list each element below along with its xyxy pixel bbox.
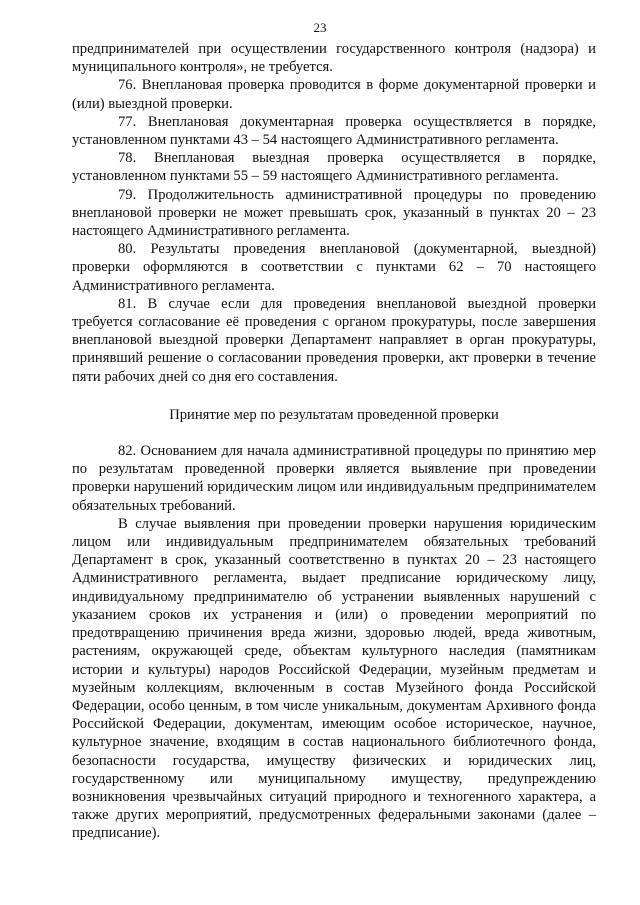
paragraph-77: 77. Внеплановая документарная проверка осуществляется в порядке, установленном пунктами 43 – 54 настоящего Административного регламента.: [72, 113, 596, 149]
paragraph-continuation: предпринимателей при осуществлении государственного контроля (надзора) и муниципального контроля», не требуется.: [72, 41, 596, 76]
paragraph-76: 76. Внеплановая проверка проводится в форме документарной проверки и (или) выездной проверки.: [72, 77, 596, 112]
paragraph-82-continued: В случае выявления при проведении проверки нарушения юридическим лицом или индивидуальным предпринимателем обязательных требований Департамент в срок, указанный соответственно в пунктах 20 – 23 настоящего Административного регламента, выдает предписание юридическому лицу, индивидуальному предпринимателю об устранении выявленных нарушений с указанием сроков их устранения и (или) о проведении мероприятий по предотвращению причинения вреда жизни, здоровью людей, вреда животным, растениям, окружающей среде, объектам культурного наследия (памятникам истории и культуры) народов Российской Федерации, музейным предметам и музейным коллекциям, включенным в состав Музейного фонда Российской Федерации, особо ценным, в том числе уникальным, документам Архивного фонда Российской Федерации, документам, имеющим особое историческое, научное, культурное значение, входящим в состав национального библиотечного фонда, безопасности государства, имуществу физических и юридических лиц, государственному или муниципальному имуществу, предупреждению возникновения чрезвычайных ситуаций природного и техногенного характера, а также других мероприятий, предусмотренных федеральными законами (далее – предписание).: [72, 515, 596, 842]
page-number: 23: [313, 20, 327, 35]
paragraph-80: 80. Результаты проведения внеплановой (документарной, выездной) проверки оформляются в соответствии с пунктами 62 – 70 настоящего Административного регламента.: [72, 241, 596, 294]
document-body: [72, 40, 596, 843]
paragraph-79: 79. Продолжительность административной процедуры по проведению внеплановой проверки не может превышать срок, указанный в пунктах 20 – 23 настоящего Административного регламента.: [72, 186, 596, 240]
section-heading: Принятие мер по результатам проведенной проверки: [169, 406, 499, 423]
paragraph-78: 78. Внеплановая выездная проверка осуществляется в порядке, установленном пунктами 55 – 59 настоящего Административного регламента.: [72, 150, 596, 185]
paragraph-81: 81. В случае если для проведения внеплановой выездной проверки требуется согласование её проведения с органом прокуратуры, после завершения внеплановой выездной проверки Департамент направляет в орган прокуратуры, принявший решение о согласовании проведения проверки, акт проверки в течение пяти рабочих дней со дня его составления.: [72, 295, 596, 385]
paragraph-82: 82. Основанием для начала административной процедуры по принятию мер по результатам проведенной проверки является выявление при проведении проверки нарушений юридическим лицом или индивидуальным предпринимателем обязательных требований.: [72, 443, 596, 514]
